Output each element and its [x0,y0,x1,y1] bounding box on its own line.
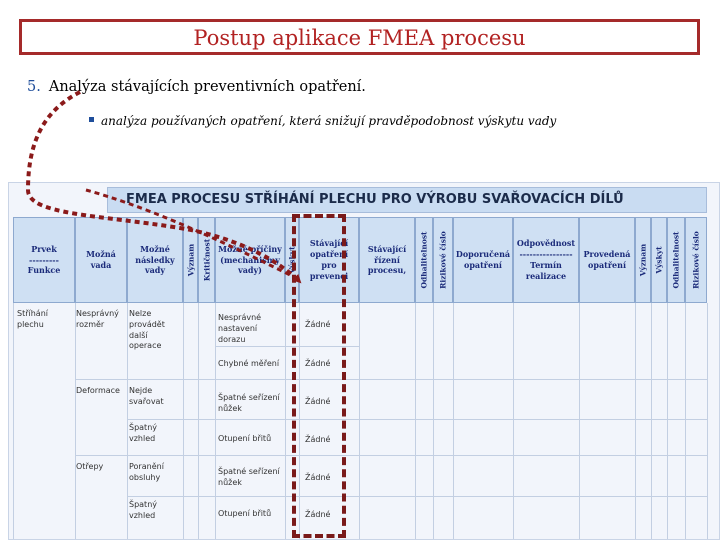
bullet-text: analýza používaných opatření, která snižují pravděpodobnost výskytu vady [101,114,557,128]
cell-nasledek-3: Špatný vzhled [129,423,157,443]
cell-vada-3: Otřepy [76,462,104,471]
header-stavajici-rizeni: Stávající řízení procesu, [359,217,415,303]
header-vyskyt-2: Výskyt [651,217,667,303]
fmea-table [8,182,720,540]
header-mozne-priciny: Možné příčiny (mechanismy vady) [215,217,285,303]
header-kriticnost: Kritičnost [198,217,215,303]
fmea-table-title-bar [107,187,707,213]
slide-title-box [19,19,700,55]
cell-nasledek-1: Nelze provádět další operace [129,309,165,351]
header-vyznam-2: Význam [635,217,651,303]
header-doporucena-opatreni: Doporučená opatření [453,217,513,303]
header-provedena-opatreni: Provedená opatření [579,217,635,303]
cell-vada-2: Deformace [76,386,120,395]
cell-pricina-4: Otupení břitů [218,434,272,443]
step-text: Analýza stávajících preventivních opatření. [48,79,366,95]
cell-opatreni-1: Žádné [305,320,331,329]
highlight-column-frame [292,214,346,538]
cell-nasledek-4: Poranění obsluhy [129,462,164,482]
bullet-line [89,114,556,128]
cell-pricina-3: Špatné seřízení nůžek [218,393,280,413]
header-stavajici-opatreni: Stávající opatření pro prevenci [299,217,359,303]
cell-opatreni-4: Žádné [305,435,331,444]
header-mozna-vada: Možná vada [75,217,127,303]
cell-pricina-6: Otupení břitů [218,509,272,518]
square-bullet-icon [89,117,94,122]
cell-opatreni-3: Žádné [305,397,331,406]
cell-opatreni-6: Žádné [305,510,331,519]
fmea-table-title: FMEA PROCESU STŘÍHÁNÍ PLECHU PRO VÝROBU SVAŘOVACÍCH DÍLŮ [126,192,624,207]
header-vyskyt: Výskyt [285,217,299,303]
header-vyznam: Význam [183,217,198,303]
slide-title: Postup aplikace FMEA procesu [193,26,526,50]
cell-pricina-5: Špatné seřízení nůžek [218,467,280,487]
header-rizikove-cislo: Rizikové číslo [433,217,453,303]
step-number: 5. [27,79,41,95]
cell-nasledek-2: Nejde svařovat [129,386,164,406]
header-odpovednost-termin: Odpovědnost ---------------- Termín realizace [513,217,579,303]
cell-nasledek-5: Špatný vzhled [129,500,157,520]
step-heading [27,79,366,95]
cell-opatreni-2: Žádné [305,359,331,368]
cell-opatreni-5: Žádné [305,473,331,482]
cell-vada-1: Nesprávný rozměr [76,309,119,329]
header-mozne-nasledky: Možné následky vady [127,217,183,303]
cell-pricina-2: Chybné měření [218,359,280,368]
cell-prvek: Stříhání plechu [17,309,48,329]
header-rizikove-cislo-2: Rizikové číslo [685,217,707,303]
cell-pricina-1: Nesprávné nastavení dorazu [218,313,262,344]
header-odhalitelnost-2: Odhalitelnost [667,217,685,303]
header-prvek-funkce: Prvek --------- Funkce [13,217,75,303]
header-odhalitelnost: Odhalitelnost [415,217,433,303]
